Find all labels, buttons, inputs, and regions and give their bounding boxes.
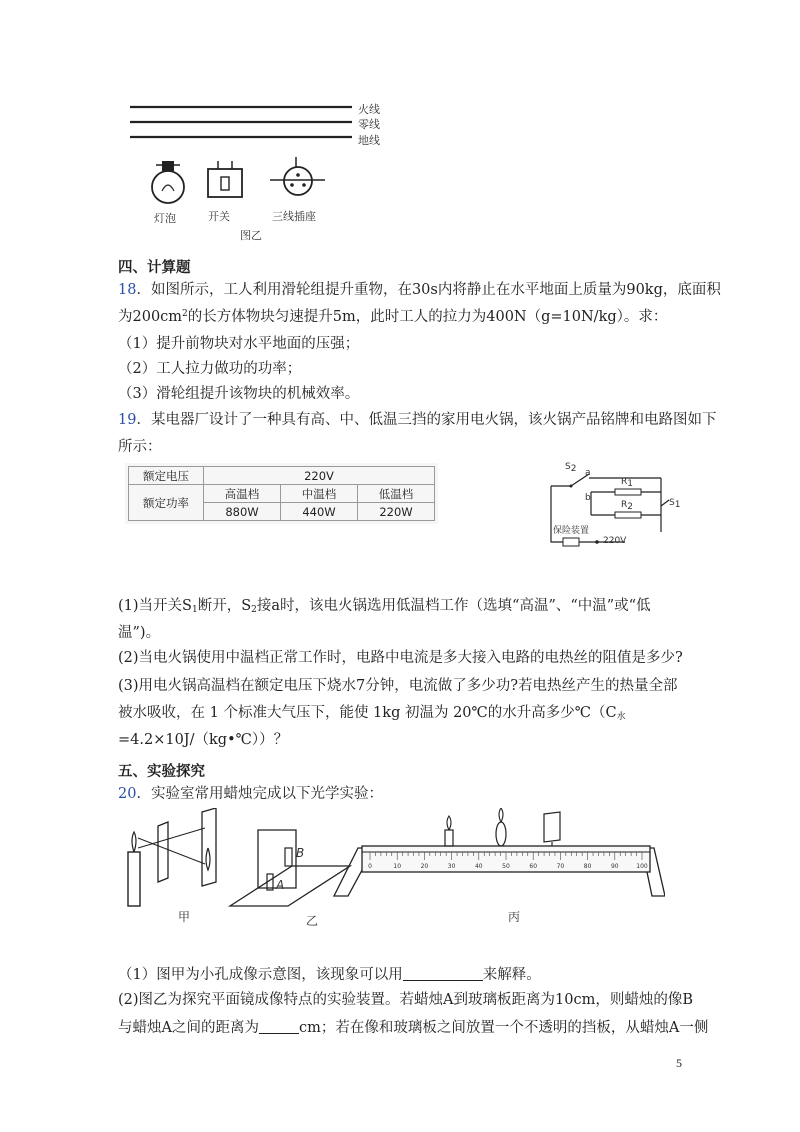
ruler-tick-label: 10 [393, 863, 402, 870]
spec-mode-mid: 中温档 [281, 485, 358, 503]
wire-label-live: 火线 [358, 103, 380, 116]
fig-label-bing: 丙 [508, 910, 521, 924]
optics-drawing [120, 808, 665, 936]
spec-table-wrap [125, 463, 438, 524]
spec-power-high: 880W [204, 503, 281, 521]
q20-line1: 20．实验室常用蜡烛完成以下光学实验： [118, 786, 383, 802]
section-title-experiment: 五、实验探究 [118, 764, 205, 780]
q20-part2-line1: (2)图乙为探究平面镜成像特点的实验装置。若蜡烛A到玻璃板距离为10cm，则蜡烛的像B [118, 992, 693, 1008]
q18-sub2: （2）工人拉力做功的功率； [118, 361, 302, 377]
circuit-label-r1: R1 [621, 477, 633, 489]
hotpot-circuit [545, 460, 685, 552]
circuit-label-r2: R2 [621, 500, 633, 512]
switch-icon [208, 161, 242, 197]
ruler-tick-label: 50 [502, 863, 510, 870]
bulb-icon [152, 161, 184, 203]
wire-label-ground: 地线 [358, 134, 380, 147]
fig-label-yi: 乙 [306, 914, 319, 928]
circuit-label-s1: S1 [669, 498, 681, 510]
circuit-label-s2: S2 [565, 462, 577, 474]
page-number: 5 [676, 1056, 682, 1070]
figure-caption: 图乙 [240, 229, 262, 242]
ruler-tick-label: 80 [583, 863, 592, 870]
q18-line1: 18．如图所示，工人利用滑轮组提升重物，在30s内将静止在水平地面上质量为90kg，底面积 [118, 282, 721, 298]
section-title-calc: 四、计算题 [118, 260, 191, 276]
mirror-label-a: A [276, 878, 285, 892]
optics-figures [120, 808, 665, 936]
q19-number: 19 [118, 412, 137, 428]
pinhole-figure [128, 808, 216, 906]
q20-part2-line2: 与蜡烛A之间的距离为 cm；若在像和玻璃板之间放置一个不透明的挡板，从蜡烛A一侧 [118, 1020, 709, 1036]
spec-power-low: 220W [358, 503, 435, 521]
q19-part1-line1: (1)当开关$S_1$断开，$S_2$接a时，该电火锅选用低温档工作（选填“高温”、“中温”或“低 [118, 598, 651, 615]
circuit-label-a: a [585, 468, 591, 478]
wire-label-neutral: 零线 [358, 118, 380, 131]
ruler-tick-label: 20 [420, 863, 429, 870]
spec-table [128, 466, 435, 521]
q19-part3-line3: =4.2×10J/（kg•℃））？ [118, 732, 289, 748]
mirror-label-b: B [296, 846, 305, 860]
q20-blank2[interactable] [259, 1019, 299, 1034]
ruler-tick-label: 60 [529, 863, 538, 870]
spec-power-label: 额定功率 [129, 485, 204, 521]
circuit-label-source: 220V [603, 536, 627, 546]
q20-number: 20 [118, 786, 137, 802]
device-label-bulb: 灯泡 [154, 212, 176, 225]
spec-power-mid: 440W [281, 503, 358, 521]
optical-bench-figure [334, 808, 665, 896]
ruler-tick-label: 100 [636, 863, 648, 870]
q20-blank1[interactable] [403, 966, 483, 981]
spec-mode-low: 低温档 [358, 485, 435, 503]
ruler-tick-label: 30 [447, 863, 456, 870]
circuit-label-fuse: 保险装置 [553, 526, 590, 536]
circuit-label-b: b [585, 493, 591, 503]
ruler-tick-label: 0 [368, 863, 372, 870]
ruler-tick-label: 90 [610, 863, 619, 870]
device-label-switch: 开关 [208, 210, 230, 223]
q18-sub3: （3）滑轮组提升该物块的机械效率。 [118, 386, 360, 402]
wiring-figure [120, 95, 390, 245]
q19-part3-line2: 被水吸收，在 1 个标准大气压下，能使 1kg 初温为 20℃的水升高多少$℃(C_水$ [118, 705, 626, 722]
q18-number: 18 [118, 282, 137, 298]
ruler-tick-label: 70 [556, 863, 565, 870]
q19-part2: (2)当电火锅使用中温档正常工作时，电路中电流是多大接入电路的电热丝的阻值是多少? [118, 650, 683, 666]
ruler-tick-label: 40 [474, 863, 483, 870]
socket-icon [270, 157, 325, 195]
spec-mode-high: 高温档 [204, 485, 281, 503]
q19-line2: 所示： [118, 439, 162, 455]
q18-line2: 为$200cm^2$的长方体物块匀速提升5m，此时工人的拉力为400N（g=10N/kg）。求： [118, 309, 668, 325]
q19-line1: 19．某电器厂设计了一种具有高、中、低温三挡的家用电火锅，该火锅产品铭牌和电路图如下 [118, 412, 717, 428]
spec-voltage-value: 220V [204, 467, 435, 485]
mirror-figure [230, 830, 350, 906]
device-label-socket: 三线插座 [272, 210, 316, 223]
q20-part1: （1）图甲为小孔成像示意图，该现象可以用 来解释。 [118, 967, 541, 983]
fig-label-jia: 甲 [178, 910, 191, 924]
spec-voltage-label: 额定电压 [129, 467, 204, 485]
q18-sub1: （1）提升前物块对水平地面的压强； [118, 336, 360, 352]
q19-part3-line1: (3)用电火锅高温档在额定电压下烧水7分钟，电流做了多少功?若电热丝产生的热量全部 [118, 678, 678, 694]
q19-part1-line2: 温”)。 [118, 625, 161, 641]
